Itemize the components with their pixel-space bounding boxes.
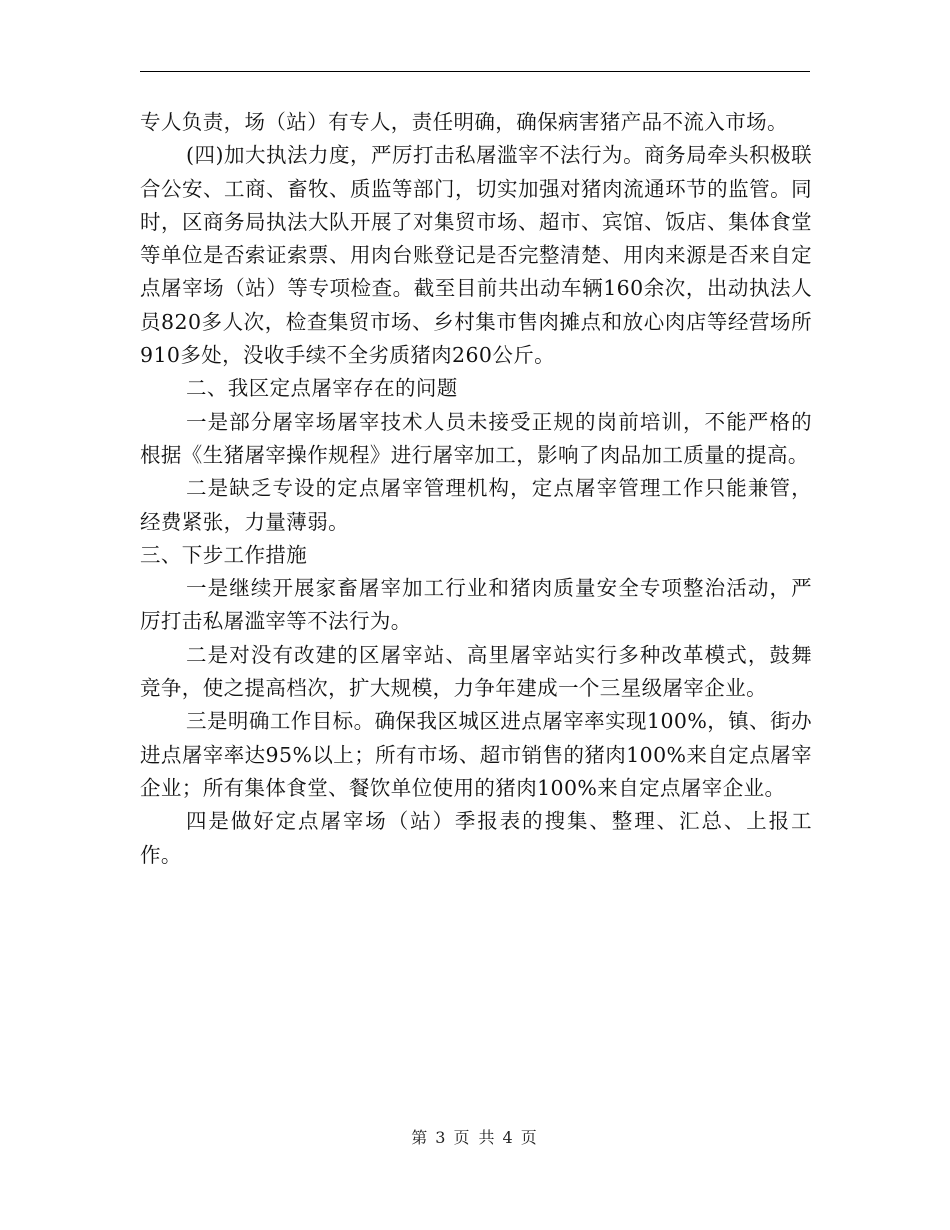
footer-suffix: 页 — [520, 1128, 539, 1147]
paragraph-step-2: 二是对没有改建的区屠宰站、高里屠宰站实行多种改革模式，鼓舞竞争，使之提高档次，扩大规模，力争年建成一个三星级屠宰企业。 — [140, 642, 812, 701]
paragraph-step-3: 三是明确工作目标。确保我区城区进点屠宰率实现100%，镇、街办进点屠宰率达95%以上；所有市场、超市销售的猪肉100%来自定点屠宰企业；所有集体食堂、餐饮单位使用的猪肉100%来自定点屠宰企业。 — [140, 709, 812, 800]
footer-total-pages: 4 — [502, 1128, 515, 1147]
footer-current-page: 3 — [435, 1128, 448, 1147]
document-body — [140, 106, 812, 872]
section-heading-problems: 二、我区定点屠宰存在的问题 — [186, 376, 458, 401]
paragraph-continuation: 专人负责，场（站）有专人，责任明确，确保病害猪产品不流入市场。 — [140, 110, 788, 134]
footer-prefix: 第 — [411, 1128, 430, 1147]
footer-middle: 页 共 — [453, 1128, 497, 1147]
section-heading-next-steps: 三、下步工作措施 — [140, 542, 308, 567]
paragraph-enforcement: (四)加大执法力度，严厉打击私屠滥宰不法行为。商务局牵头积极联合公安、工商、畜牧、质监等部门，切实加强对猪肉流通环节的监管。同时，区商务局执法大队开展了对集贸市场、超市、宾馆、饭店、集体食堂等单位是否索证索票、用肉台账登记是否完整清楚、用肉来源是否来自定点屠宰场（站）等专项检查。截至目前共出动车辆160余次，出动执法人员820多人次，检查集贸市场、乡村集市售肉摊点和放心肉店等经营场所910多处，没收手续不全劣质猪肉260公斤。 — [140, 143, 812, 368]
paragraph-problem-2: 二是缺乏专设的定点屠宰管理机构，定点屠宰管理工作只能兼管，经费紧张，力量薄弱。 — [140, 476, 812, 534]
paragraph-problem-1: 一是部分屠宰场屠宰技术人员未接受正规的岗前培训，不能严格的根据《生猪屠宰操作规程》进行屠宰加工，影响了肉品加工质量的提高。 — [140, 409, 812, 467]
header-rule — [140, 71, 810, 72]
page-footer — [0, 1125, 950, 1148]
paragraph-step-4: 四是做好定点屠宰场（站）季报表的搜集、整理、汇总、上报工作。 — [140, 809, 812, 867]
paragraph-step-1: 一是继续开展家畜屠宰加工行业和猪肉质量安全专项整治活动，严厉打击私屠滥宰等不法行为。 — [140, 576, 812, 634]
